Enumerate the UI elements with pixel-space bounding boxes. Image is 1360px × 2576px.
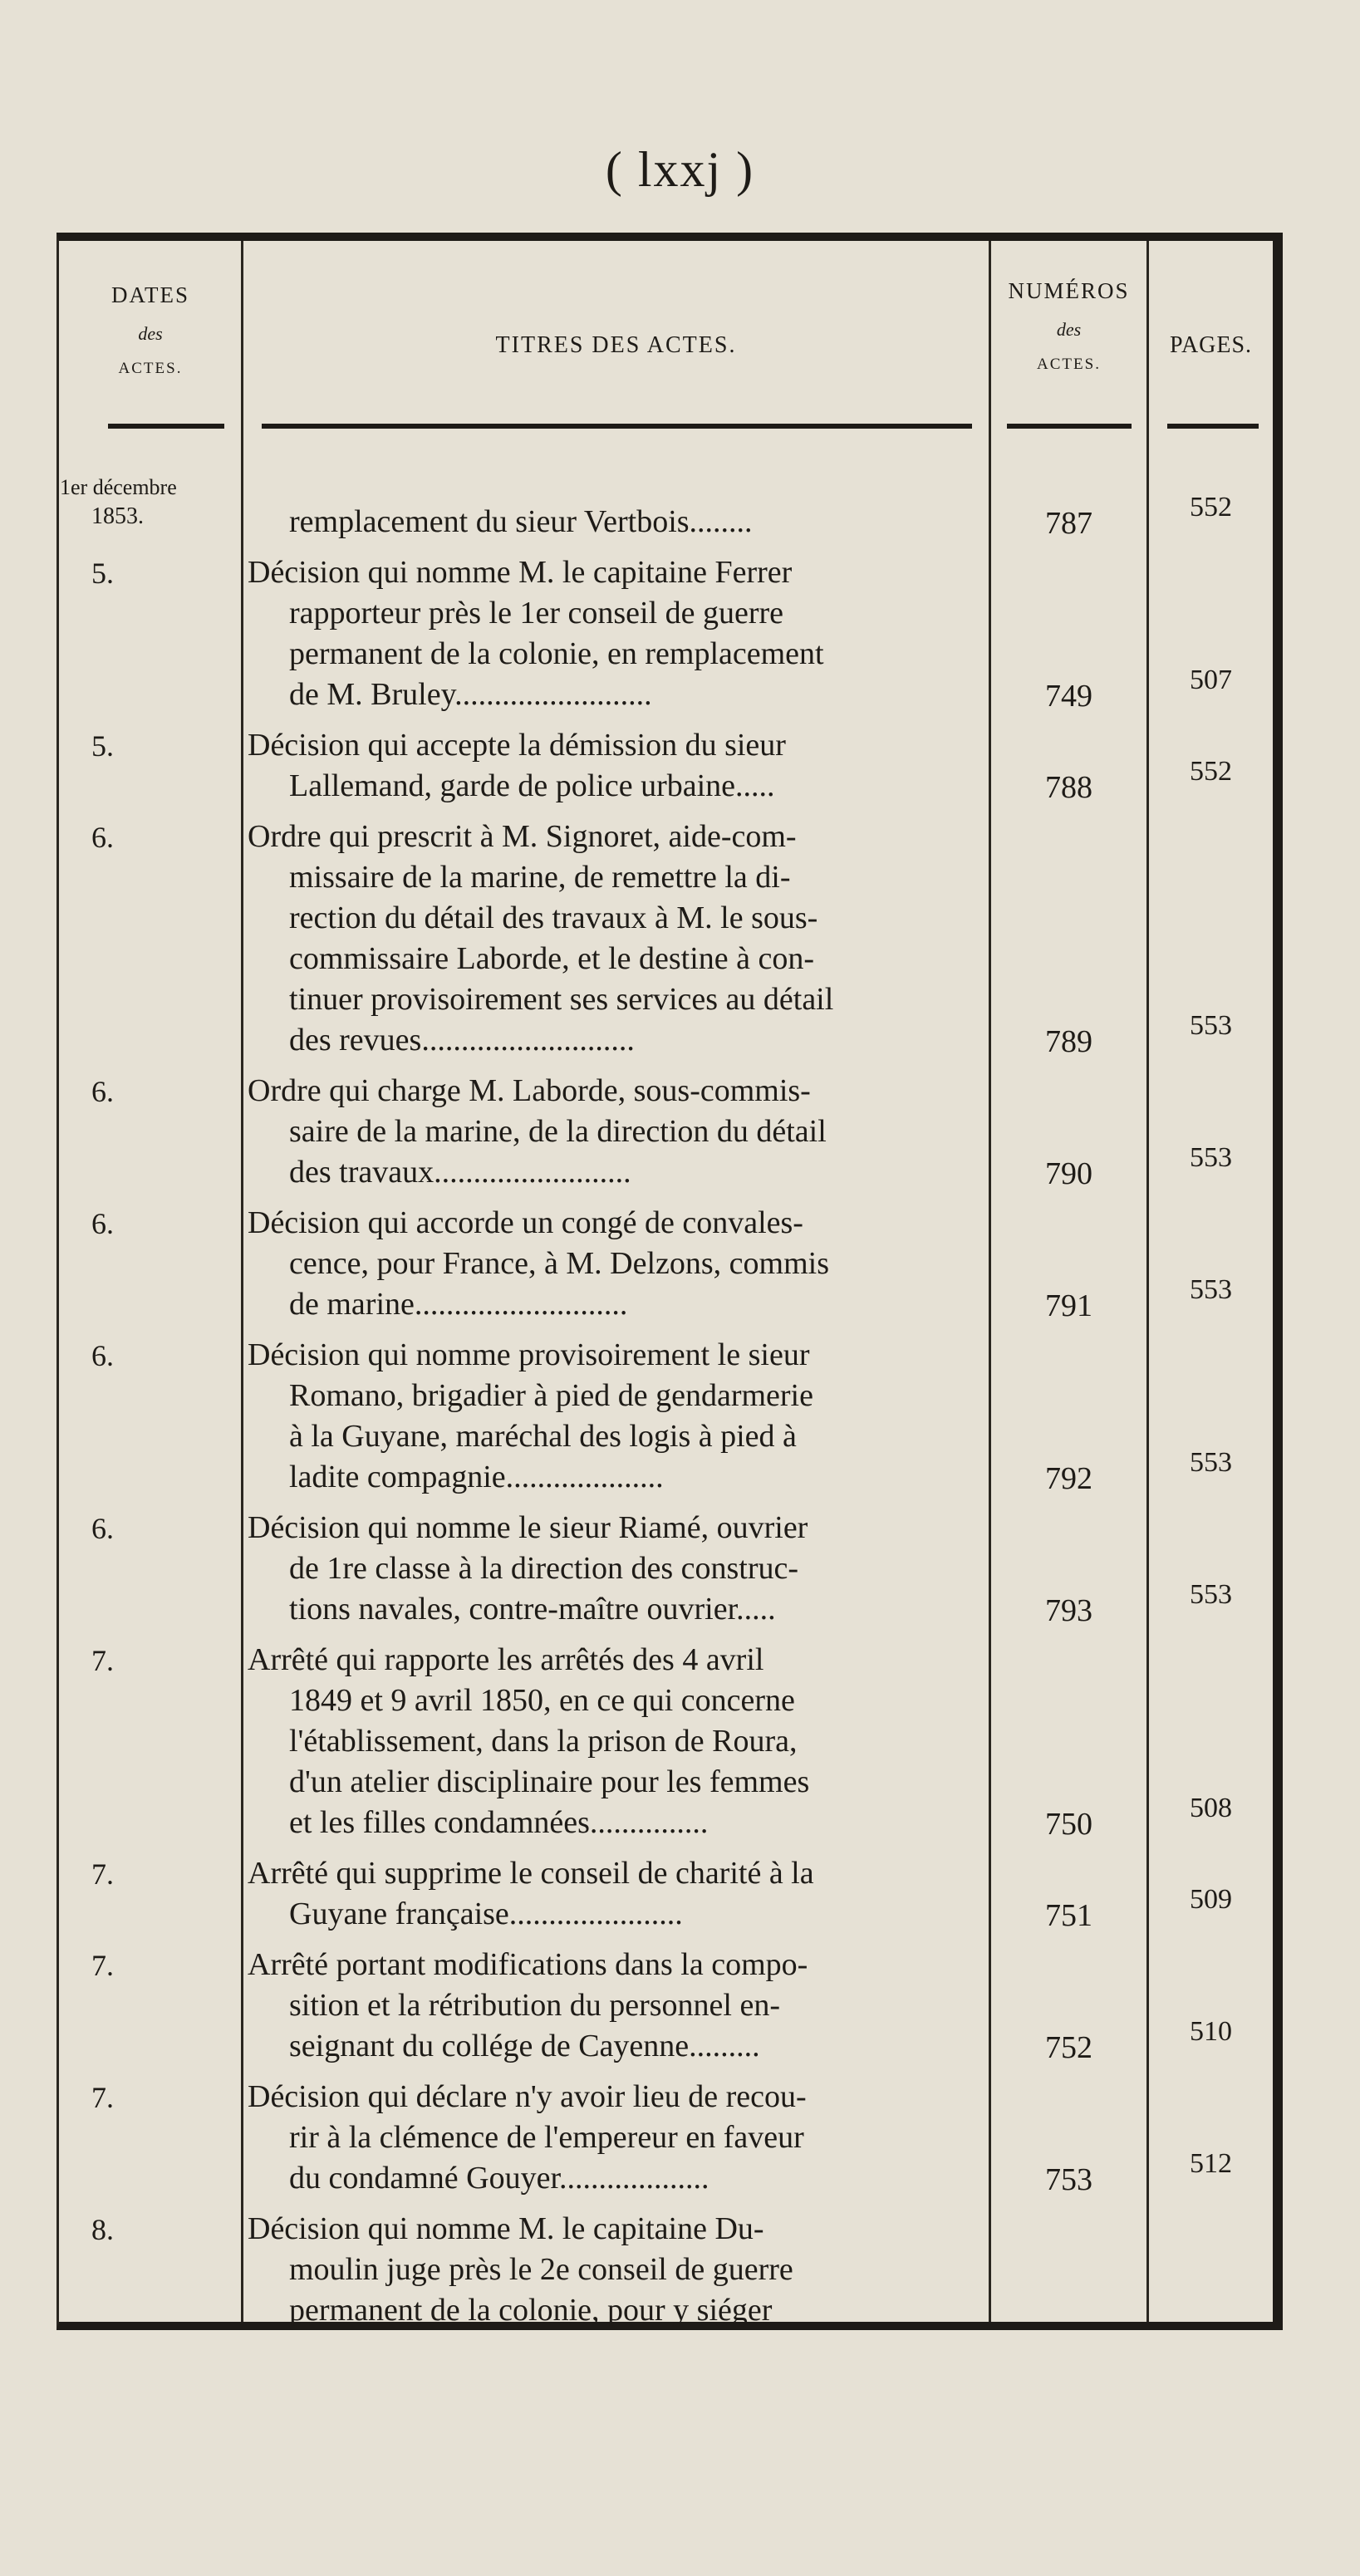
entry-title [248, 2077, 983, 2199]
entry-title [248, 502, 983, 542]
entry-date-month: 1er décembre [60, 475, 177, 499]
entry-title-line: cence, pour France, à M. Delzons, commis [289, 1246, 830, 1281]
entry-title-line: Décision qui nomme le sieur Riamé, ouvrier [248, 1510, 808, 1545]
entry-page: 507 [1190, 665, 1232, 695]
entry-title-line: Romano, brigadier à pied de gendarmerie [289, 1378, 813, 1413]
entry-title-line: ladite compagnie.................... [289, 1460, 664, 1494]
entry-title [248, 725, 983, 807]
entry-date: 6. [91, 1075, 114, 1108]
entry-page: 510 [1190, 2016, 1232, 2047]
header-numbers-line3: ACTES. [1037, 356, 1101, 373]
entry-title-line: Arrêté portant modifications dans la compo- [248, 1947, 808, 1982]
entry-title-line: et les filles condamnées............... [289, 1805, 709, 1840]
header-numbers-line2: des [1056, 319, 1082, 340]
entry-number: 791 [1045, 1288, 1092, 1323]
entry-title-line: Ordre qui charge M. Laborde, sous-commis- [248, 1073, 811, 1108]
entry-title-line: Décision qui nomme M. le capitaine Du- [248, 2211, 764, 2246]
entry-title-line: remplacement du sieur Vertbois........ [289, 504, 753, 539]
entry-date: 6. [91, 821, 114, 854]
entry-number: 790 [1045, 1156, 1092, 1191]
entry-title-line: Arrêté qui rapporte les arrêtés des 4 avril [248, 1642, 764, 1677]
entry-title-line: Décision qui accorde un congé de convales- [248, 1205, 803, 1240]
entry-title-line: des travaux......................... [289, 1155, 631, 1190]
entry-title-line: de marine........................... [289, 1287, 628, 1322]
entry-title-line: permanent de la colonie, pour y siéger [289, 2293, 773, 2328]
entry-title [248, 1203, 983, 1325]
entry-page: 553 [1190, 1447, 1232, 1478]
entry-title-line: sition et la rétribution du personnel en- [289, 1988, 780, 2023]
entry-page: 552 [1190, 492, 1232, 523]
entry-title-line: rir à la clémence de l'empereur en faveur [289, 2120, 804, 2155]
entry-date: 7. [91, 1949, 114, 1982]
entry-title [248, 552, 983, 715]
entry-title-line: des revues........................... [289, 1023, 635, 1057]
header-dates-line3: ACTES. [118, 360, 183, 377]
column-divider-titles [989, 241, 991, 2322]
entry-date: 7. [91, 2081, 114, 2114]
entry-date: 7. [91, 1644, 114, 1677]
entry-date: 7. [91, 1857, 114, 1891]
header-dates-line2: des [138, 323, 163, 344]
entry-title-line: de 1re classe à la direction des construc- [289, 1551, 799, 1586]
entry-title [248, 2209, 983, 2331]
entry-title-line: Décision qui nomme provisoirement le sieur [248, 1337, 810, 1372]
entry-number: 751 [1045, 1898, 1092, 1933]
entry-title-line: Guyane française...................... [289, 1896, 683, 1931]
header-titles: TITRES DES ACTES. [495, 332, 737, 358]
entry-title-line: rapporteur près le 1er conseil de guerre [289, 596, 784, 631]
entry-page: 512 [1190, 2148, 1232, 2179]
entry-title [248, 1853, 983, 1935]
header-dates [60, 282, 241, 378]
entry-title-line: Décision qui nomme M. le capitaine Ferrer [248, 555, 793, 590]
entry-title [248, 1508, 983, 1630]
entry-date: 6. [91, 1512, 114, 1545]
entry-title-line: rection du détail des travaux à M. le sous- [289, 900, 818, 935]
entry-title [248, 1640, 983, 1843]
entry-page: 552 [1190, 756, 1232, 787]
entry-title-line: l'établissement, dans la prison de Roura, [289, 1724, 798, 1759]
header-rule-titles [262, 424, 972, 429]
entry-title [248, 817, 983, 1061]
header-dates-line1: DATES [110, 282, 189, 307]
entry-title-line: 1849 et 9 avril 1850, en ce qui concerne [289, 1683, 795, 1718]
entry-title-line: Décision qui accepte la démission du sieur [248, 728, 786, 763]
entry-title-line: d'un atelier disciplinaire pour les femmes [289, 1764, 810, 1799]
header-numbers-line1: NUMÉROS [1008, 278, 1130, 303]
entry-page: 553 [1190, 1142, 1232, 1173]
column-divider-dates [241, 241, 243, 2322]
entry-title-line: à la Guyane, maréchal des logis à pied à [289, 1419, 797, 1454]
entry-title-line: moulin juge près le 2e conseil de guerre [289, 2252, 793, 2287]
entry-page: 509 [1190, 1884, 1232, 1915]
entry-page: 508 [1190, 1793, 1232, 1823]
entry-date: 5. [91, 557, 114, 590]
header-rule-pages [1167, 424, 1259, 429]
entry-title-line: seignant du collége de Cayenne......... [289, 2029, 760, 2063]
entry-title [248, 1071, 983, 1193]
header-rule-numbers [1007, 424, 1132, 429]
page-number: ( lxxj ) [605, 142, 755, 197]
entry-date-year: 1853. [91, 503, 144, 529]
entry-title [248, 1335, 983, 1498]
entry-number: 789 [1045, 1024, 1092, 1059]
entry-date: 8. [91, 2213, 114, 2246]
entry-number: 752 [1045, 2030, 1092, 2065]
entry-title-line: tinuer provisoirement ses services au détail [289, 982, 834, 1017]
entry-title-line: saire de la marine, de la direction du détail [289, 1114, 827, 1149]
entry-title-line: Décision qui déclare n'y avoir lieu de recou- [248, 2079, 807, 2114]
entry-page: 553 [1190, 1010, 1232, 1041]
header-pages: PAGES. [1169, 332, 1253, 358]
entry-title-line: commissaire Laborde, et le destine à con- [289, 941, 815, 976]
entry-title-line: de M. Bruley......................... [289, 677, 652, 712]
entry-title-line: du condamné Gouyer................... [289, 2161, 709, 2196]
entry-number: 753 [1045, 2162, 1092, 2197]
entry-title-line: permanent de la colonie, en remplacement [289, 636, 824, 671]
entry-number: 749 [1045, 679, 1092, 714]
entry-date: 6. [91, 1207, 114, 1240]
entry-title-line: Ordre qui prescrit à M. Signoret, aide-com- [248, 819, 797, 854]
entry-date: 6. [91, 1339, 114, 1372]
entry-number: 792 [1045, 1461, 1092, 1496]
entry-date: 5. [91, 729, 114, 763]
entry-title [248, 1945, 983, 2067]
entry-title-line: missaire de la marine, de remettre la di- [289, 860, 791, 895]
header-numbers [991, 278, 1146, 374]
entry-title-line: tions navales, contre-maître ouvrier..... [289, 1592, 776, 1627]
entry-title-line: Arrêté qui supprime le conseil de charité à la [248, 1856, 814, 1891]
entry-page: 553 [1190, 1579, 1232, 1610]
entry-number: 787 [1045, 506, 1092, 541]
entry-number: 750 [1045, 1807, 1092, 1842]
header-rule-dates [108, 424, 224, 429]
entry-number: 788 [1045, 770, 1092, 805]
entry-number: 793 [1045, 1593, 1092, 1628]
entry-page: 553 [1190, 1274, 1232, 1305]
entry-title-line: Lallemand, garde de police urbaine..... [289, 768, 775, 803]
